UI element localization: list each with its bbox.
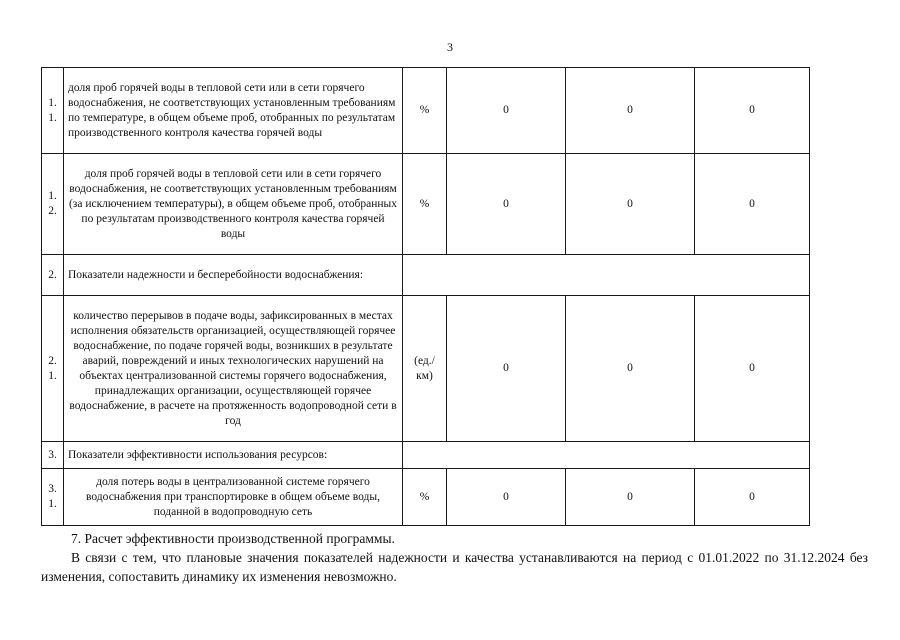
row-number: 2. 1.	[42, 296, 64, 442]
empty-cell	[403, 442, 810, 469]
row-unit: %	[403, 68, 447, 154]
section-row	[42, 255, 810, 296]
table-row	[42, 154, 810, 255]
value-cell: 0	[447, 68, 566, 154]
section-row	[42, 442, 810, 469]
empty-cell	[403, 255, 810, 296]
row-unit: %	[403, 154, 447, 255]
value-cell: 0	[566, 68, 695, 154]
indicators-table	[41, 67, 810, 526]
row-description: количество перерывов в подаче воды, зафиксированных в местах исполнения обязательств организацией, осуществляющей горячее водоснабжение, по подаче горячей воды, возникших в результате аварий, повреждений и иных технологических нарушений на объектах централизованной системы горячего водоснабжения, принадлежащих организации, осуществляющей горячее водоснабжение, в расчете на протяженность водопроводной сети в год	[64, 296, 403, 442]
row-number: 3.	[42, 442, 64, 469]
value-cell: 0	[447, 469, 566, 526]
value-cell: 0	[566, 154, 695, 255]
page-number: 3	[447, 40, 453, 54]
value-cell: 0	[695, 469, 810, 526]
row-description: доля проб горячей воды в тепловой сети или в сети горячего водоснабжения, не соответствующих установленным требованиям (за исключением температуры), в общем объеме проб, отобранных по результатам производственного контроля качества горячей воды	[64, 154, 403, 255]
row-number: 3. 1.	[42, 469, 64, 526]
row-description: доля проб горячей воды в тепловой сети или в сети горячего водоснабжения, не соответствующих установленным требованиям по температуре, в общем объеме проб, отобранных по результатам производственного контроля качества горячей воды	[64, 68, 403, 154]
value-cell: 0	[566, 296, 695, 442]
value-cell: 0	[566, 469, 695, 526]
value-cell: 0	[447, 154, 566, 255]
section-heading: Показатели эффективности использования ресурсов:	[64, 442, 403, 469]
section-heading: Показатели надежности и бесперебойности водоснабжения:	[64, 255, 403, 296]
row-unit: %	[403, 469, 447, 526]
value-cell: 0	[695, 154, 810, 255]
row-description: доля потерь воды в централизованной системе горячего водоснабжения при транспортировке в общем объеме воды, поданной в водопроводную сеть	[64, 469, 403, 526]
table-row	[42, 296, 810, 442]
value-cell: 0	[695, 296, 810, 442]
row-unit: (ед./км)	[403, 296, 447, 442]
value-cell: 0	[447, 296, 566, 442]
table-row	[42, 68, 810, 154]
row-number: 2.	[42, 255, 64, 296]
row-number: 1. 1.	[42, 68, 64, 154]
body-paragraph: В связи с тем, что плановые значения показателей надежности и качества устанавливаются на период с 01.01.2022 по 31.12.2024 без изменения, сопоставить динамику их изменения невозможно.	[41, 550, 868, 584]
table-row	[42, 469, 810, 526]
document-text	[41, 529, 868, 586]
row-number: 1. 2.	[42, 154, 64, 255]
section-title: 7. Расчет эффективности производственной программы.	[71, 531, 395, 546]
value-cell: 0	[695, 68, 810, 154]
